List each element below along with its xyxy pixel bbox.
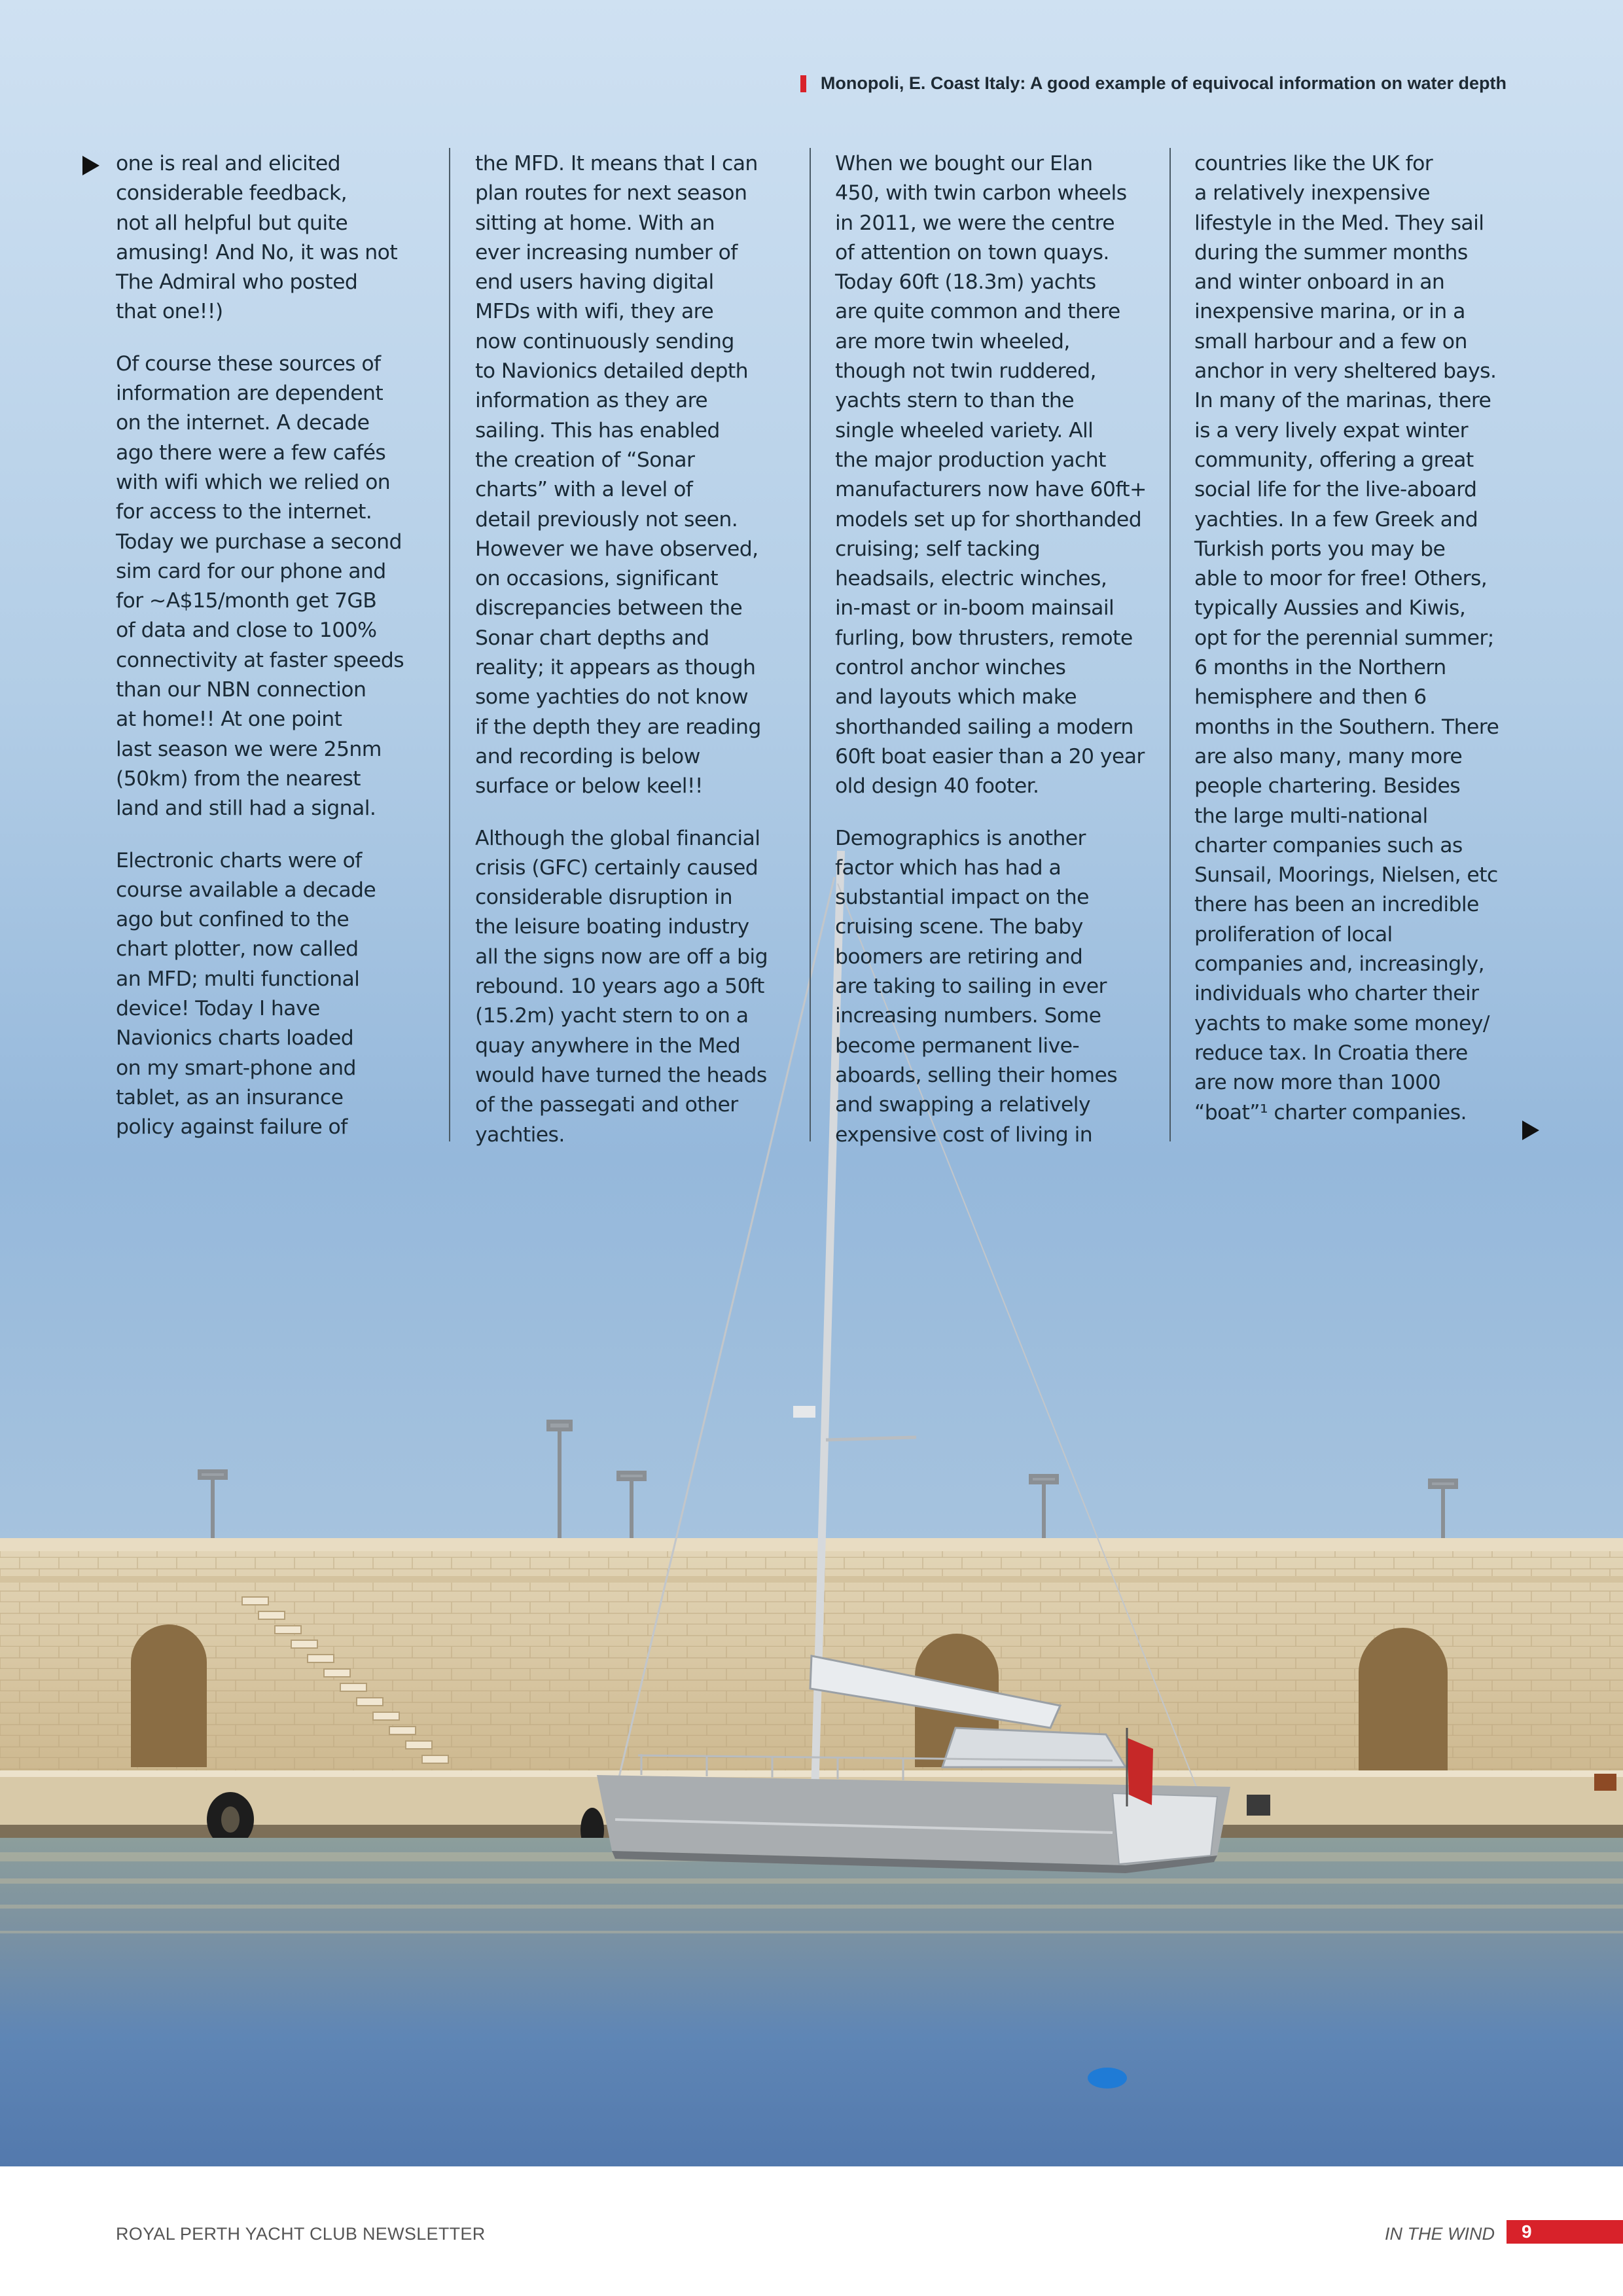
text-line: on the internet. A decade	[116, 411, 370, 435]
text-line: hemisphere and then 6	[1194, 685, 1427, 709]
text-line: old design 40 footer.	[835, 774, 1039, 798]
caption-marker	[800, 75, 806, 92]
text-line: and swapping a relatively	[835, 1093, 1090, 1117]
text-line: considerable disruption in	[475, 886, 733, 910]
text-line: plan routes for next season	[475, 181, 747, 206]
text-line: device! Today I have	[116, 997, 320, 1021]
text-line: if the depth they are reading	[475, 715, 761, 739]
text-line: all the signs now are off a big	[475, 944, 768, 969]
text-line: land and still had a signal.	[116, 797, 376, 821]
text-line: The Admiral who posted	[116, 270, 358, 295]
text-line: on my smart-phone and	[116, 1056, 356, 1080]
text-line: the MFD. It means that I can	[475, 152, 758, 175]
text-line: surface or below keel!!	[475, 774, 703, 798]
text-line: tablet, as an insurance	[116, 1085, 344, 1109]
text-line: crisis (GFC) certainly caused	[475, 855, 758, 880]
page-number: 9	[1522, 2221, 1532, 2242]
column-divider	[449, 148, 450, 1141]
text-line: to Navionics detailed depth	[475, 359, 749, 384]
paragraph	[475, 824, 776, 1150]
text-line: an MFD; multi functional	[116, 967, 360, 991]
text-line: some yachties do not know	[475, 685, 749, 709]
text-line: Turkish ports you may be	[1194, 537, 1446, 561]
text-line: (50km) from the nearest	[116, 766, 361, 791]
text-line: yachts stern to than the	[835, 389, 1075, 413]
paragraph	[116, 149, 417, 327]
text-line: companies and, increasingly,	[1194, 952, 1485, 977]
text-line: of data and close to 100%	[116, 619, 377, 643]
text-line: of attention on town quays.	[835, 240, 1109, 264]
text-line: ever increasing number of	[475, 240, 738, 264]
text-line: are now more than 1000	[1194, 1071, 1441, 1095]
text-line: opt for the perennial summer;	[1194, 626, 1494, 650]
text-line: boomers are retiring and	[835, 944, 1083, 969]
text-line: small harbour and a few on	[1194, 329, 1467, 353]
text-line: people chartering. Besides	[1194, 774, 1461, 798]
text-line: with wifi which we relied on	[116, 470, 391, 494]
text-line: are quite common and there	[835, 300, 1120, 324]
text-line: Of course these sources of	[116, 351, 381, 376]
text-line: and recording is below	[475, 744, 700, 768]
text-line: rebound. 10 years ago a 50ft	[475, 975, 764, 999]
text-line: of the passegati and other	[475, 1093, 738, 1117]
text-line: the creation of “Sonar	[475, 448, 695, 472]
text-line: Sonar chart depths and	[475, 626, 709, 650]
text-line: information as they are	[475, 389, 708, 413]
text-line: Today 60ft (18.3m) yachts	[835, 270, 1096, 295]
text-line: are also many, many more	[1194, 744, 1463, 768]
text-line: MFDs with wifi, they are	[475, 300, 714, 324]
text-line: headsails, electric winches,	[835, 567, 1107, 591]
text-line: single wheeled variety. All	[835, 418, 1094, 442]
text-line: in-mast or in-boom mainsail	[835, 596, 1115, 620]
text-line: Sunsail, Moorings, Nielsen, etc	[1194, 863, 1498, 888]
text-line: during the summer months	[1194, 240, 1468, 264]
paragraph	[116, 350, 417, 824]
paragraph	[116, 846, 417, 1143]
text-line: for ~A$15/month get 7GB	[116, 589, 377, 613]
photo-caption	[800, 73, 1507, 94]
text-line: the leisure boating industry	[475, 915, 749, 939]
text-line: last season we were 25nm	[116, 737, 382, 761]
text-line: cruising scene. The baby	[835, 915, 1083, 939]
text-line: in 2011, we were the centre	[835, 211, 1115, 235]
text-line: sailing. This has enabled	[475, 418, 720, 442]
text-line: typically Aussies and Kiwis,	[1194, 596, 1466, 620]
text-line: than our NBN connection	[116, 678, 366, 702]
text-line: sim card for our phone and	[116, 559, 386, 583]
text-line: connectivity at faster speeds	[116, 648, 404, 672]
text-line: increasing numbers. Some	[835, 1004, 1101, 1028]
text-line: charter companies such as	[1194, 833, 1463, 857]
text-line: lifestyle in the Med. They sail	[1194, 211, 1484, 235]
paragraph	[835, 824, 1136, 1150]
text-line: information are dependent	[116, 382, 383, 406]
text-line: Today we purchase a second	[116, 529, 402, 554]
text-line: one is real and elicited	[116, 152, 341, 175]
text-line: anchor in very sheltered bays.	[1194, 359, 1497, 384]
text-line: the large multi-national	[1194, 804, 1428, 828]
text-line: that one!!)	[116, 300, 223, 324]
text-line: would have turned the heads	[475, 1063, 767, 1087]
section-name: IN THE WIND	[1385, 2224, 1495, 2244]
text-line: there has been an incredible	[1194, 893, 1479, 917]
text-line: inexpensive marina, or in a	[1194, 300, 1465, 324]
text-line: expensive cost of living in	[835, 1122, 1093, 1147]
text-line: yachties. In a few Greek and	[1194, 507, 1478, 531]
text-line: and layouts which make	[835, 685, 1077, 709]
text-line: social life for the live-aboard	[1194, 478, 1477, 502]
text-line: shorthanded sailing a modern	[835, 715, 1133, 739]
text-line: manufacturers now have 60ft+	[835, 478, 1147, 502]
continued-from-arrow-icon	[82, 156, 99, 175]
text-line: months in the Southern. There	[1194, 715, 1499, 739]
text-line: aboards, selling their homes	[835, 1063, 1118, 1087]
text-line: (15.2m) yacht stern to on a	[475, 1004, 749, 1028]
text-line: cruising; self tacking	[835, 537, 1041, 561]
text-line: ago but confined to the	[116, 908, 349, 932]
text-line: detail previously not seen.	[475, 507, 738, 531]
column-divider	[1169, 148, 1171, 1141]
text-line: not all helpful but quite	[116, 211, 348, 235]
text-line: 6 months in the Northern	[1194, 656, 1446, 680]
text-line: reality; it appears as though	[475, 656, 756, 680]
text-line: proliferation of local	[1194, 922, 1393, 946]
article-column-1	[116, 149, 417, 1165]
text-line: is a very lively expat winter	[1194, 418, 1468, 442]
text-line: a relatively inexpensive	[1194, 181, 1430, 206]
text-line: individuals who charter their	[1194, 982, 1479, 1006]
text-line: charts” with a level of	[475, 478, 693, 502]
text-line: ago there were a few cafés	[116, 440, 386, 465]
text-line: reduce tax. In Croatia there	[1194, 1041, 1468, 1065]
text-line: yachts to make some money/	[1194, 1011, 1489, 1035]
text-line: amusing! And No, it was not	[116, 240, 398, 264]
text-line: quay anywhere in the Med	[475, 1033, 741, 1058]
column-divider	[810, 148, 811, 1141]
text-line: discrepancies between the	[475, 596, 743, 620]
newsletter-name: ROYAL PERTH YACHT CLUB NEWSLETTER	[116, 2224, 486, 2244]
article-column-2	[475, 149, 776, 1172]
text-line: factor which has had a	[835, 855, 1061, 880]
paragraph	[835, 149, 1147, 802]
continued-on-arrow-icon	[1522, 1121, 1539, 1140]
text-line: are more twin wheeled,	[835, 329, 1070, 353]
text-line: though not twin ruddered,	[835, 359, 1096, 384]
text-line: end users having digital	[475, 270, 714, 295]
text-line: for access to the internet.	[116, 500, 372, 524]
text-line: However we have observed,	[475, 537, 758, 561]
text-line: at home!! At one point	[116, 708, 342, 732]
text-line: become permanent live-	[835, 1033, 1080, 1058]
article-column-4	[1194, 149, 1499, 1150]
text-line: When we bought our Elan	[835, 152, 1093, 175]
buoy	[1088, 2068, 1127, 2089]
text-line: the major production yacht	[835, 448, 1106, 472]
caption-text: Monopoli, E. Coast Italy: A good example of equivocal information on water depth	[820, 73, 1507, 93]
text-line: countries like the UK for	[1194, 152, 1433, 175]
text-line: yachties.	[475, 1122, 565, 1147]
text-line: chart plotter, now called	[116, 937, 359, 961]
text-line: considerable feedback,	[116, 181, 348, 206]
text-line: Electronic charts were of	[116, 848, 362, 872]
text-line: control anchor winches	[835, 656, 1066, 680]
text-line: able to moor for free! Others,	[1194, 567, 1488, 591]
text-line: community, offering a great	[1194, 448, 1474, 472]
text-line: Demographics is another	[835, 826, 1086, 850]
text-line: and winter onboard in an	[1194, 270, 1445, 295]
article-column-3	[835, 149, 1147, 1172]
text-line: on occasions, significant	[475, 567, 718, 591]
text-line: 450, with twin carbon wheels	[835, 181, 1127, 206]
text-line: policy against failure of	[116, 1115, 348, 1139]
text-line: Although the global financial	[475, 826, 760, 850]
paragraph	[1194, 149, 1499, 1128]
sea	[0, 1838, 1623, 2166]
text-line: sitting at home. With an	[475, 211, 715, 235]
text-line: “boat”¹ charter companies.	[1194, 1100, 1467, 1124]
text-line: furling, bow thrusters, remote	[835, 626, 1133, 650]
text-line: now continuously sending	[475, 329, 734, 353]
paragraph	[475, 149, 776, 802]
text-line: Navionics charts loaded	[116, 1026, 354, 1050]
text-line: are taking to sailing in ever	[835, 975, 1107, 999]
text-line: models set up for shorthanded	[835, 507, 1142, 531]
text-line: course available a decade	[116, 878, 376, 902]
text-line: 60ft boat easier than a 20 year	[835, 744, 1145, 768]
text-line: In many of the marinas, there	[1194, 389, 1491, 413]
text-line: substantial impact on the	[835, 886, 1089, 910]
